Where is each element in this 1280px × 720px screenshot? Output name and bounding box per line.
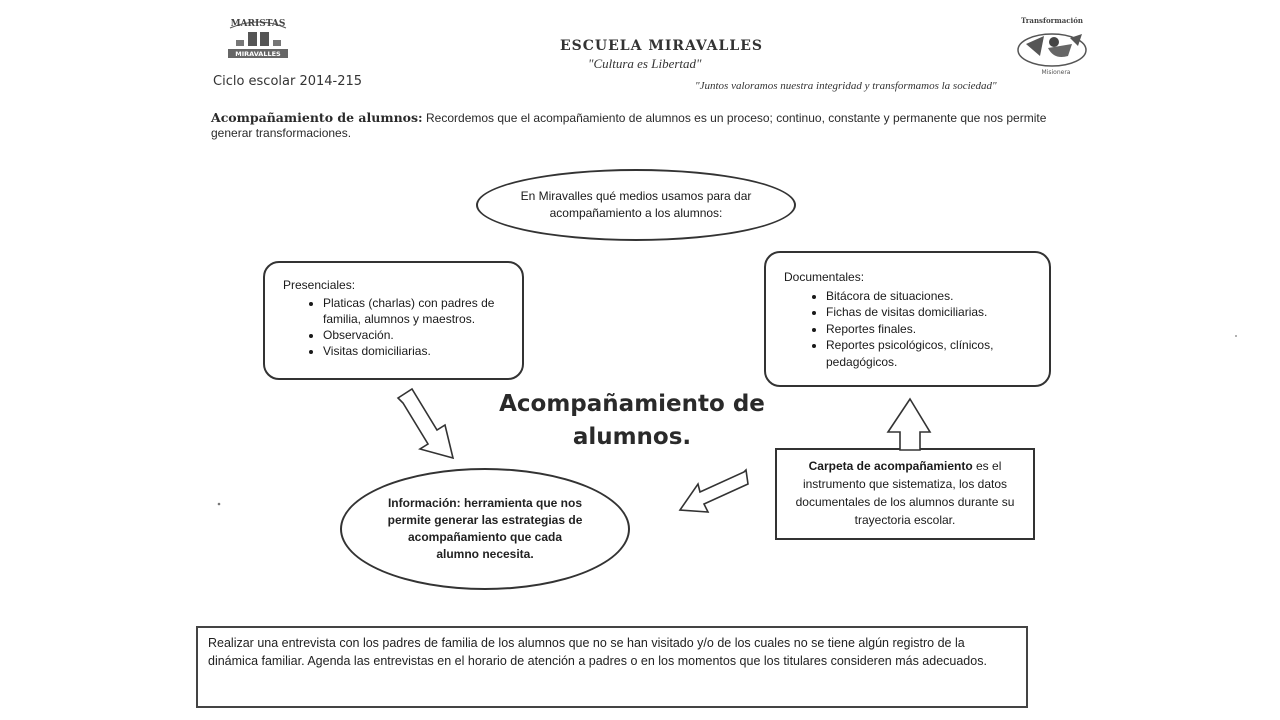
- logo-right-subtext: Misionera: [1041, 69, 1071, 76]
- documentales-heading: Documentales:: [784, 270, 865, 284]
- arrow-up-icon: [888, 399, 930, 450]
- presenciales-item: • Platicas (charlas) con padres de familia, alumnos y maestros.: [323, 295, 513, 327]
- bottom-note-text: Realizar una entrevista con los padres de familia de los alumnos que no se han visitado y/o de los cuales no se tiene algún registro de la dinámica familiar. Agenda las entrevistas en el horario de atención a padres o en los momentos que los titulares consideren más adecuados.: [208, 636, 987, 668]
- school-name: ESCUELA MIRAVALLES: [560, 38, 764, 54]
- intro-lead: Acompañamiento de alumnos:: [211, 110, 423, 125]
- logo-right-text: Transformación: [1021, 16, 1083, 25]
- presenciales-item: • Observación.: [323, 327, 513, 343]
- presenciales-heading: Presenciales:: [283, 278, 356, 292]
- documentales-item: • Bitácora de situaciones.: [826, 288, 1016, 305]
- logo-left-subtext: MIRAVALLES: [235, 50, 281, 58]
- center-title-line1: Acompañamiento de: [499, 391, 765, 417]
- school-cycle: Ciclo escolar 2014-215: [213, 74, 363, 89]
- school-motto: "Cultura es Libertad": [588, 56, 702, 71]
- arrow-left-icon: [680, 470, 748, 512]
- logo-left-text: MARISTAS: [230, 19, 286, 29]
- documentales-item: • Reportes finales.: [826, 321, 1016, 338]
- informacion-text: Información: herramienta que nos permite generar las estrategias de acompañamiento que cada alumno necesita.: [387, 496, 583, 561]
- documentales-item: • Fichas de visitas domiciliarias.: [826, 304, 1016, 321]
- carpeta-bold: Carpeta de acompañamiento: [808, 459, 973, 473]
- presenciales-item: • Visitas domiciliarias.: [323, 343, 513, 359]
- documentales-item: • Reportes psicológicos, clínicos, pedagógicos.: [826, 337, 1016, 370]
- carpeta-text: es el instrumento que sistematiza, los datos documentales de los alumnos durante su trayectoria escolar.: [795, 459, 1015, 527]
- intro-text: Recordemos que el acompañamiento de alumnos es un proceso; continuo, constante y permanente que nos permite generar transformaciones.: [211, 111, 1047, 140]
- bottom-note-box: [196, 626, 1028, 708]
- school-quote: "Juntos valoramos nuestra integridad y transformamos la sociedad": [695, 80, 997, 92]
- center-title-line2: alumnos.: [572, 424, 692, 450]
- question-text: En Miravalles qué medios usamos para dar acompañamiento a los alumnos:: [520, 189, 752, 220]
- arrow-down-right-icon: [398, 389, 453, 458]
